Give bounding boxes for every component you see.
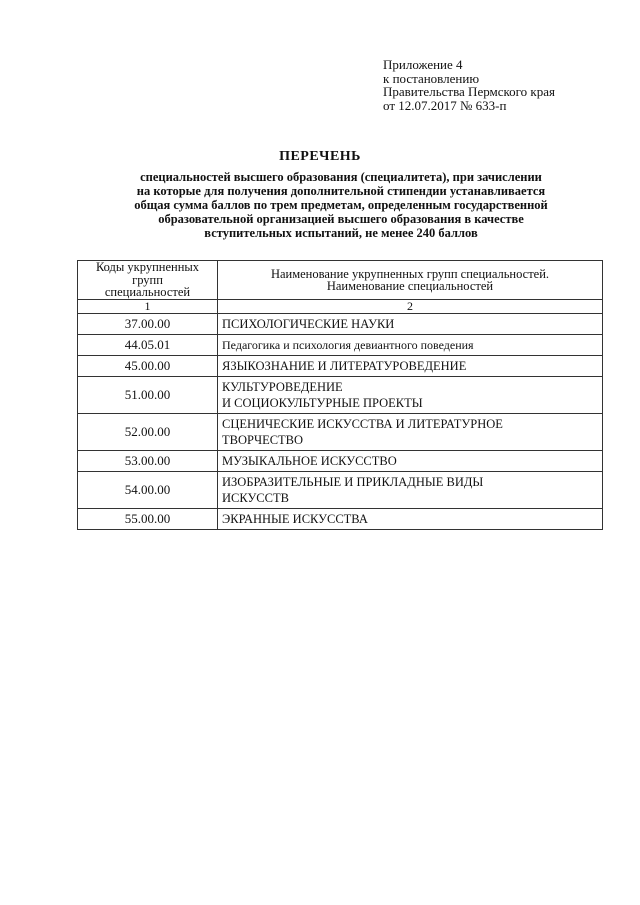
row-name: СЦЕНИЧЕСКИЕ ИСКУССТВА И ЛИТЕРАТУРНОЕ ТВОРЧЕСТВО: [218, 413, 603, 450]
row-code: 44.05.01: [78, 334, 218, 355]
row-code: 55.00.00: [78, 508, 218, 529]
column-number: 1: [78, 300, 218, 314]
row-code: 52.00.00: [78, 413, 218, 450]
row-code: 37.00.00: [78, 313, 218, 334]
column-number-row: [78, 300, 603, 314]
row-name: Педагогика и психология девиантного поведения: [218, 334, 603, 355]
row-name: ПСИХОЛОГИЧЕСКИЕ НАУКИ: [218, 313, 603, 334]
table-row: [78, 508, 603, 529]
appendix-line: от 12.07.2017 № 633-п: [383, 97, 507, 113]
table-row: [78, 450, 603, 471]
header-codes: Коды укрупненных групп специальностей: [78, 261, 218, 300]
specialties-table: [77, 260, 603, 530]
subtitle-line: специальностей высшего образования (специалитета), при зачислении: [140, 170, 542, 184]
row-name: ИЗОБРАЗИТЕЛЬНЫЕ И ПРИКЛАДНЫЕ ВИДЫ ИСКУССТВ: [218, 471, 603, 508]
row-code: 53.00.00: [78, 450, 218, 471]
table-header-row: [78, 261, 603, 300]
row-name: МУЗЫКАЛЬНОЕ ИСКУССТВО: [218, 450, 603, 471]
appendix-line: Приложение 4: [383, 57, 463, 72]
table-row: [78, 355, 603, 376]
row-name: ЭКРАННЫЕ ИСКУССТВА: [218, 508, 603, 529]
row-code: 45.00.00: [78, 355, 218, 376]
subtitle-line: образовательной организацией высшего образования в качестве: [158, 212, 524, 226]
subtitle-line: вступительных испытаний, не менее 240 баллов: [204, 226, 478, 240]
subtitle-line: на которые для получения дополнительной стипендии устанавливается: [136, 184, 546, 198]
appendix-line: Правительства Пермского края: [383, 84, 555, 99]
table-row: [78, 413, 603, 450]
column-number: 2: [218, 300, 603, 314]
table-row: [78, 313, 603, 334]
document-title: ПЕРЕЧЕНЬ: [279, 149, 361, 164]
row-code: 51.00.00: [78, 376, 218, 413]
table-row: [78, 334, 603, 355]
appendix-line: к постановлению: [383, 70, 480, 86]
subtitle-line: общая сумма баллов по трем предметам, определенным государственной: [134, 198, 548, 212]
header-names: Наименование укрупненных групп специальностей. Наименование специальностей: [218, 261, 603, 300]
table-row: [78, 471, 603, 508]
row-code: 54.00.00: [78, 471, 218, 508]
table-row: [78, 376, 603, 413]
appendix-block: [383, 58, 623, 112]
row-name: КУЛЬТУРОВЕДЕНИЕ И СОЦИОКУЛЬТУРНЫЕ ПРОЕКТЫ: [218, 376, 603, 413]
row-name: ЯЗЫКОЗНАНИЕ И ЛИТЕРАТУРОВЕДЕНИЕ: [218, 355, 603, 376]
document-subtitle: [88, 170, 594, 240]
